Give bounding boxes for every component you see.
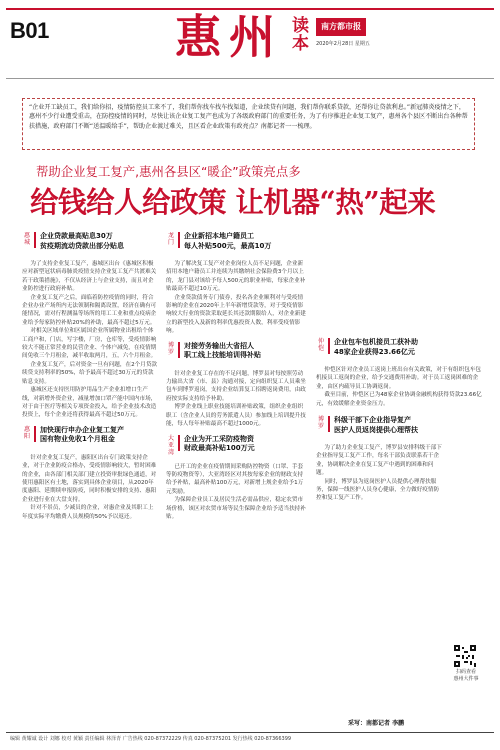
section-source: 博罗 (167, 341, 174, 357)
body-paragraph: 企业贷款债务专门债券，投名各企业顺利对与受疫情影响的企业在2020年上半年新增贷款等，对于受疫情影响较大行业的资款采取延长其还款期限给人，对企业新建立的新型投入及新的利率优惠投资人数，利率受疫情影响。 (166, 294, 306, 335)
section-huicheng (22, 232, 158, 256)
section-dayawan (166, 435, 308, 459)
section-source: 博罗 (317, 416, 324, 431)
body-paragraph: 针对企业复工复产，惠阳区出台专门政策支持企业，对于企业防疫合格办，受疫情影响较大，暂时困难的企业，由各部门相关部门建立投资审批绿色通道，对使用惠阳区有土地，落实到具体企业项目，从2020年度惠阳、延期续申报防疫，同时积极安排的支持、惠阳企业进行业在大盘支持。 (22, 454, 157, 503)
section-body (166, 463, 308, 522)
body-paragraph: 同时，博罗县为返岗医护人员提供心理帮扶服务，保障一线医护人员身心健康，全力做好疫情防控和复工复产工作。 (316, 478, 440, 502)
column-3 (316, 232, 482, 636)
section-body (166, 370, 308, 429)
body-paragraph: 截至目前，仲恺区已为48家企业协调金融机构获得贷款23.66亿元，有效缓解企业资金压力。 (316, 392, 482, 407)
header-bottom-rule (6, 78, 494, 79)
body-paragraph: 惠城区还支持医用防护用品生产企业扣增口生产线，对新增外资企业，减量增加口罩产能中国内市场，对于由于医疗等相关专项资金投入，给予企业技术改造投资上，每个企业还将获得最高不超过50万元。 (22, 387, 157, 419)
section-body (316, 444, 444, 503)
section-boluo (166, 342, 308, 366)
section-source: 仲恺 (317, 338, 324, 353)
section-source: 大亚湾 (167, 434, 174, 457)
body-paragraph: 博罗企业线上职业技能培训补贴政策，组织企业组织职工（含企业人员的劳务派遣人员）参加线上培训提升技能，每人每年补贴最高不超过1000元。 (166, 404, 306, 428)
section-source: 惠阳 (23, 425, 30, 441)
body-paragraph: 仲恺区针对企业员工返岗上班出台有关政策，对于有组织包车包机接员工返岗的企业，给予交通费用补助。对于员工返岗困难的企业，由区内疏导员工协调返岗。 (316, 367, 482, 390)
section-accent-bar (34, 426, 36, 442)
newspaper-logo: 南方都市报 (316, 18, 366, 36)
section-body (166, 260, 308, 336)
section-title: 企业新招本地户籍员工 每人补贴500元，最高10万 (184, 232, 272, 250)
qr-code[interactable] (454, 645, 476, 667)
section-body (316, 366, 482, 408)
section-source: 龙门 (167, 232, 174, 247)
section-title: 企业为开工采防疫物资 财政最高补贴100万元 (184, 434, 255, 453)
section-title: 科级干部下企业指导复产 医护人员返岗提供心理帮扶 (334, 416, 418, 434)
page-number: B01 (10, 18, 49, 43)
section-accent-bar (34, 232, 36, 248)
section-accent-bar (178, 342, 180, 358)
section-accent-bar (328, 416, 330, 432)
section-source: 惠城 (23, 232, 30, 247)
body-paragraph: 为了助力企业复工复产，博罗县安排科级干部下企业指导复工复产工作，每名干部负责联系若干企业，协调解决企业在复工复产中遇到的困难和问题。 (316, 445, 442, 477)
section-body (22, 454, 158, 521)
section-title: 对接劳务输出大省招人 职工线上技能培训得补贴 (184, 341, 261, 360)
issue-date: 2020年2月28日 星期五 (316, 41, 370, 47)
section-accent-bar (178, 232, 180, 248)
section-body (22, 260, 158, 420)
section-huiyang (22, 426, 158, 450)
body-paragraph: 为保障企业员工及居民生活必需品供应，稳定农贸市场价格，该区对农贸市场等民生保障企业给予适当扶持补贴。 (166, 497, 306, 520)
byline: 采写：南都记者 李鹏 (348, 720, 405, 727)
section-title: 企业包车包机接员工获补助 48家企业获得23.66亿元 (334, 338, 418, 356)
section-zhongkai (316, 338, 482, 362)
body-paragraph: 为了支持企业复工复产，惠城区出台《惠城区积极应对新型冠状病毒肺炎疫情支持企业复工复产共渡难关若干政策措施》，不仅从经济上与企业支持，而且对企业防控进行政府补贴。 (22, 261, 157, 293)
column-1 (22, 232, 158, 712)
body-paragraph: 对相关区域单位和区属国企业所属物业出租给个体工商户和，门店，写字楼，厂房，仓库等，受疫情影响较大不能正常营业的民营企业、个体户减免，在疫情期间免收三个月租金，减半收取两月，五，六个月租金。 (22, 328, 157, 360)
lead-paragraph: “企业开工缺员工，我们给你招，疫情防控员工来不了，我们帮你找车找车找渠道，企业续贷有问题，我们帮你联系贷款，还帮你让贷款利息。”新冠肺炎疫情之下，惠州不少行业遭受重击，在防控疫情的同时，尽快让该企业复工复产也成为了各级政府部门的重要任务，为了有序推进企业复工复产，惠州各个县区不断出台各种帮扶措施，政府部门不断“送温暖给手”，帮助企业渡过难关，且区看企业政策有政亮点？南都记者一一梳理。 (22, 98, 475, 150)
section-boluo-cadres (316, 416, 482, 440)
body-paragraph: 已开工的企业在疫情期间采购防控物资（口罩、手套等防疫物资等），大亚湾经区对其按每家企业的财政支持给予补贴，最高补贴100万元，对新增上规企业给予1万元奖励。 (166, 463, 304, 495)
body-paragraph: 企业复工复产之后，面临着防控疫情的同时，符合企业办业产场所内无法领制和隔离设置，经济在确有可能情况，需对行程测温等场所的用工工业和重点疫病企业给予每家防控补贴20%的补助，最高不超过5万元。 (22, 294, 157, 326)
section-accent-bar (178, 435, 180, 451)
page-footer: 编辑 黄耀诚 设计 刘娜 校对 黄颖 责任编辑 林泽青 广告热线 020-87372229 传真 020-87375201 发行热线 020-87366399 (10, 736, 292, 742)
footer-rule (6, 732, 494, 733)
masthead-title: 惠州 (175, 10, 283, 64)
body-paragraph: 为了解决复工复产对企业岗位人员不足问题，企业新招用本地户籍员工并连续为其缴纳社会保险费3个月以上的，龙门县对该给予每人500元的职业补贴，每家企业补贴最高不超过10万元。 (166, 261, 306, 293)
section-title: 加快现行申办企业复工复产 国有物业免收1个月租金 (40, 425, 124, 444)
article-headline: 给钱给人给政策 让机器“热”起来 (30, 185, 436, 219)
body-paragraph: 针对不景员，少减员的企业，对惠企业及其职工上年度实际平均缴费人员规模的50%予以返还。 (22, 505, 154, 520)
qr-caption: 扫码查看 惠州大件事 (453, 669, 479, 682)
section-longmen (166, 232, 308, 256)
edition-label: 读本 (292, 16, 309, 54)
section-title: 企业贷款最高贴息30万 贫疫期流动贷款出部分贴息 (40, 232, 124, 250)
article-kicker: 帮助企业复工复产,惠州各县区“暖企”政策亮点多 (36, 164, 301, 179)
column-2 (166, 232, 308, 712)
body-paragraph: 针对企业复工存在的不足问题，博罗县对每按照劳动力输出大省（市、县）沟通对接，定向组织复工人员乘坐包车到博罗返岗，支持企业结算复工招聘返岗费用，由政府按实际支持给予补助。 (166, 370, 306, 402)
body-paragraph: 企业复工复产，后对资金一旦有问题，在2个月贷款续贷支持利率的50%，给予最高不超过30万元的贷款贴息支持。 (22, 361, 158, 385)
section-accent-bar (328, 338, 330, 354)
